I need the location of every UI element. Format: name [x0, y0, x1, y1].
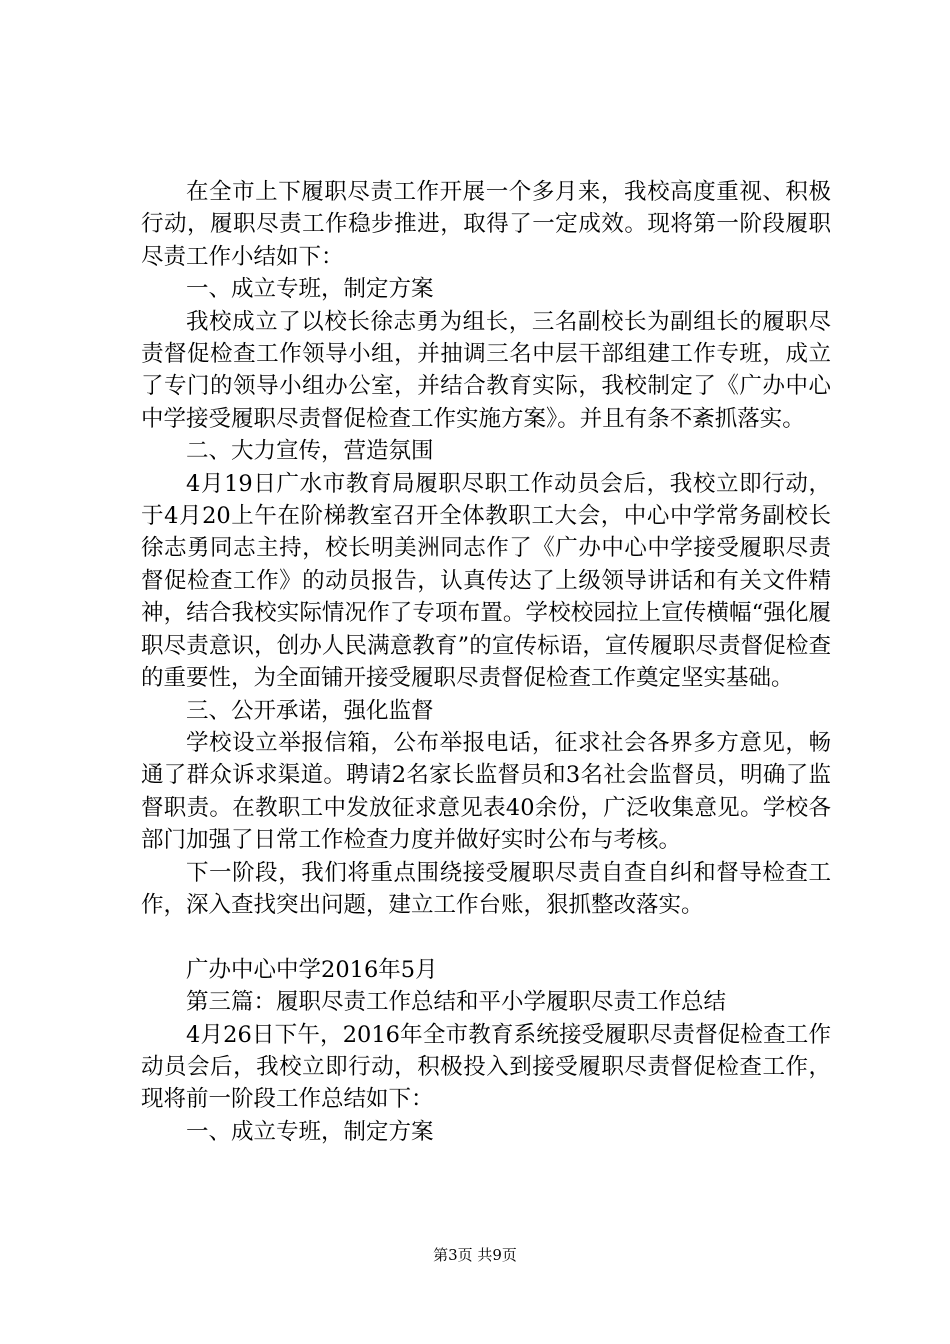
section-heading-2: 二、大力宣传，营造氛围 [186, 438, 434, 465]
chapter-title: 第三篇：履职尽责工作总结和平小学履职尽责工作总结 [186, 989, 727, 1016]
paragraph-intro: 在全市上下履职尽责工作开展一个多月来，我校高度重视、积极行动，履职尽责工作稳步推进，取得了一定成效。现将第一阶段履职尽责工作小结如下： [141, 179, 831, 270]
paragraph-section-3: 学校设立举报信箱，公布举报电话，征求社会各界多方意见，畅通了群众诉求渠道。聘请2名家长监督员和3名社会监督员，明确了监督职责。在教职工中发放征求意见表40余份，广泛收集意见。学校各部门加强了日常工作检查力度并做好实时公布与考核。 [141, 729, 831, 854]
paragraph-section-2: 4月19日广水市教育局履职尽职工作动员会后，我校立即行动，于4月20上午在阶梯教室召开全体教职工大会，中心中学常务副校长徐志勇同志主持，校长明美洲同志作了《广办中心中学接受履职尽责督促检查工作》的动员报告，认真传达了上级领导讲话和有关文件精神，结合我校实际情况作了专项布置。学校校园拉上宣传横幅“强化履职尽责意识，创办人民满意教育”的宣传标语，宣传履职尽责督促检查的重要性，为全面铺开接受履职尽责督促检查工作奠定坚实基础。 [141, 470, 831, 692]
section-heading-3: 三、公开承诺，强化监督 [186, 697, 434, 724]
page-footer [0, 1245, 950, 1265]
section-heading-chapter-1: 一、成立专班，制定方案 [186, 1118, 434, 1145]
page-number: 第3页 共9页 [433, 1246, 517, 1264]
paragraph-next-stage: 下一阶段，我们将重点围绕接受履职尽责自查自纠和督导检查工作，深入查找突出问题，建立工作台账，狠抓整改落实。 [141, 859, 831, 918]
section-heading-1: 一、成立专班，制定方案 [186, 276, 434, 303]
signature-line: 广办中心中学2016年5月 [186, 956, 438, 983]
document-body [141, 176, 831, 1148]
paragraph-section-1: 我校成立了以校长徐志勇为组长，三名副校长为副组长的履职尽责督促检查工作领导小组，并抽调三名中层干部组建工作专班，成立了专门的领导小组办公室，并结合教育实际，我校制定了《广办中心中学接受履职尽责督促检查工作实施方案》。并且有条不紊抓落实。 [141, 308, 831, 432]
paragraph-chapter-intro: 4月26日下午，2016年全市教育系统接受履职尽责督促检查工作动员会后，我校立即行动，积极投入到接受履职尽责督促检查工作，现将前一阶段工作总结如下： [141, 1021, 831, 1113]
blank-line [141, 921, 831, 953]
